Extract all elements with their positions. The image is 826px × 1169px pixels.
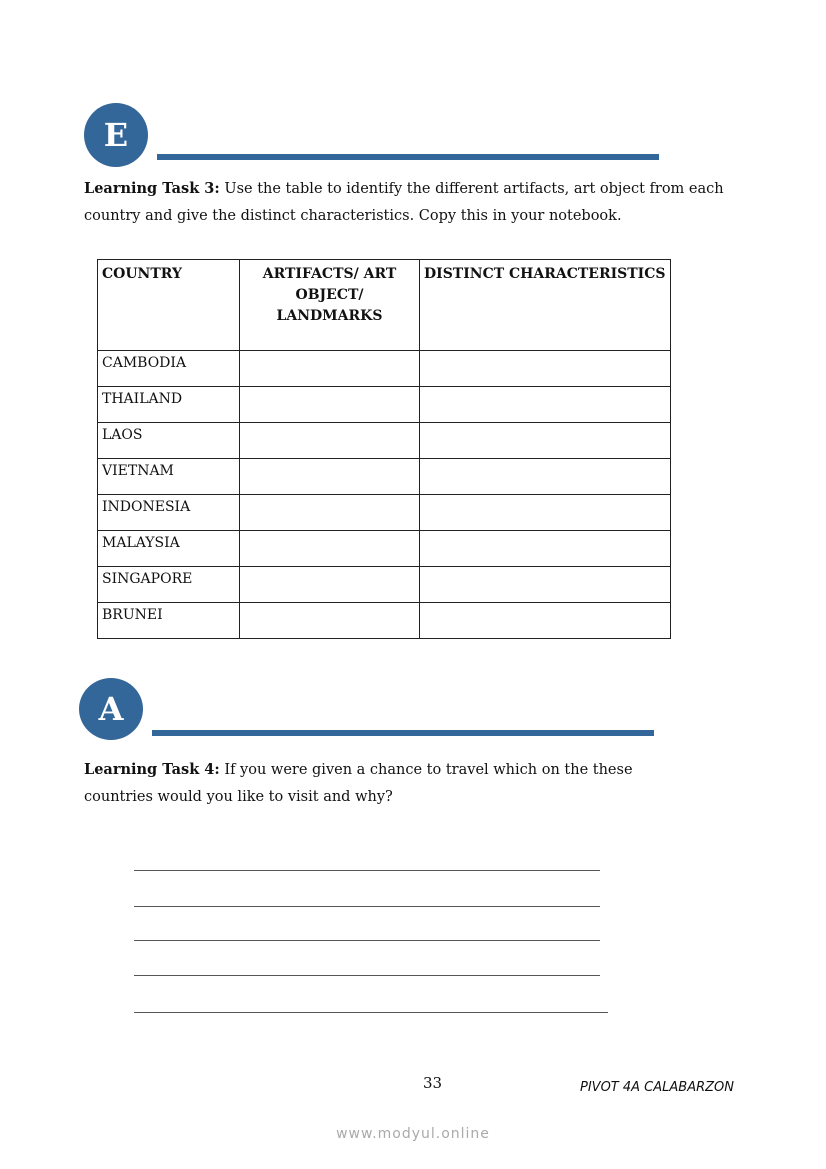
characteristics-cell <box>420 459 671 495</box>
page-number: 33 <box>423 1074 443 1092</box>
answer-line[interactable] <box>134 870 600 871</box>
answer-line[interactable] <box>134 906 600 907</box>
country-cell: VIETNAM <box>98 459 240 495</box>
section-e-badge: E <box>84 103 148 167</box>
artifacts-table <box>97 259 671 639</box>
country-cell: INDONESIA <box>98 495 240 531</box>
country-cell: CAMBODIA <box>98 351 240 387</box>
artifacts-cell <box>240 387 420 423</box>
country-cell: THAILAND <box>98 387 240 423</box>
country-cell: LAOS <box>98 423 240 459</box>
characteristics-cell <box>420 387 671 423</box>
artifacts-cell <box>240 495 420 531</box>
table-row <box>98 567 671 603</box>
section-a-rule <box>152 730 654 736</box>
section-e-rule <box>157 154 659 160</box>
answer-line[interactable] <box>134 975 600 976</box>
artifacts-cell <box>240 423 420 459</box>
artifacts-cell <box>240 351 420 387</box>
table-row <box>98 531 671 567</box>
table-row <box>98 459 671 495</box>
characteristics-cell <box>420 351 671 387</box>
table-row <box>98 387 671 423</box>
header-artifacts: ARTIFACTS/ ART OBJECT/ LANDMARKS <box>240 260 420 351</box>
task-3-instructions <box>84 175 724 230</box>
table-row <box>98 351 671 387</box>
header-country: COUNTRY <box>98 260 240 351</box>
artifacts-cell <box>240 567 420 603</box>
task-3-label: Learning Task 3: <box>84 180 220 197</box>
table-row <box>98 603 671 639</box>
publisher-footer: PIVOT 4A CALABARZON <box>580 1080 734 1095</box>
characteristics-cell <box>420 603 671 639</box>
task-3-text: Use the table to identify the different artifacts, art object from each country and give the distinct characteristics. Copy this in your notebook. <box>84 181 724 224</box>
artifacts-cell <box>240 459 420 495</box>
header-characteristics: DISTINCT CHARACTERISTICS <box>420 260 671 351</box>
country-cell: MALAYSIA <box>98 531 240 567</box>
answer-line[interactable] <box>134 1012 608 1013</box>
country-cell: SINGAPORE <box>98 567 240 603</box>
watermark: www.modyul.online <box>336 1126 490 1142</box>
task-4-text: If you were given a chance to travel which on the these countries would you like to visit and why? <box>84 762 633 805</box>
country-cell: BRUNEI <box>98 603 240 639</box>
artifacts-cell <box>240 531 420 567</box>
artifacts-cell <box>240 603 420 639</box>
task-4-instructions <box>84 756 684 811</box>
answer-line[interactable] <box>134 940 600 941</box>
section-a-badge: A <box>79 678 143 740</box>
table-row <box>98 495 671 531</box>
characteristics-cell <box>420 423 671 459</box>
characteristics-cell <box>420 567 671 603</box>
task-4-label: Learning Task 4: <box>84 761 220 778</box>
characteristics-cell <box>420 531 671 567</box>
characteristics-cell <box>420 495 671 531</box>
table-row <box>98 423 671 459</box>
